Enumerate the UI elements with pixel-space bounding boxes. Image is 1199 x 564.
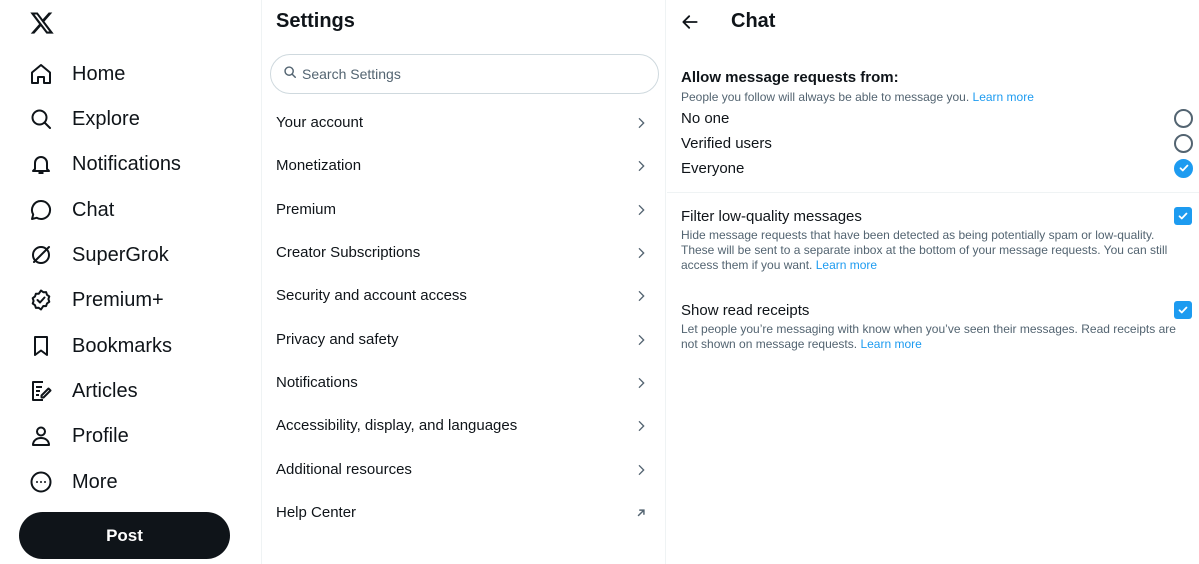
settings-item-help-center[interactable]	[262, 491, 665, 534]
chat-settings-panel	[667, 0, 1199, 564]
primary-nav	[0, 0, 261, 564]
filter-low-quality-checkbox[interactable]	[1174, 207, 1192, 225]
chevron-right-icon	[631, 460, 651, 480]
nav-item-home[interactable]	[28, 54, 125, 94]
grok-icon	[28, 242, 54, 268]
allow-requests-title: Allow message requests from:	[681, 69, 899, 86]
filter-low-quality-desc-text: Hide message requests that have been detected as being potentially spam or low-quality. These will be sent to a separate inbox at the bottom of your message requests. You can still access them if you want.	[681, 228, 1168, 272]
verified-badge-icon	[28, 287, 54, 313]
external-link-icon	[631, 503, 651, 523]
option-label: Everyone	[681, 159, 745, 177]
settings-item-monetization[interactable]	[262, 144, 665, 187]
nav-label: Articles	[72, 379, 138, 402]
option-label: No one	[681, 109, 730, 127]
nav-item-profile[interactable]	[28, 416, 129, 456]
post-button[interactable]: Post	[19, 512, 230, 559]
divider	[667, 192, 1199, 193]
chevron-right-icon	[631, 330, 651, 350]
read-receipts-desc	[681, 322, 1181, 352]
option-no-one[interactable]	[681, 106, 1193, 130]
chevron-right-icon	[631, 200, 651, 220]
read-receipts-checkbox[interactable]	[1174, 301, 1192, 319]
settings-item-label: Accessibility, display, and languages	[276, 417, 518, 434]
read-receipts-title: Show read receipts	[681, 302, 810, 319]
chat-bubble-icon	[28, 197, 54, 223]
nav-item-premium[interactable]	[28, 280, 164, 320]
chevron-right-icon	[631, 113, 651, 133]
nav-item-explore[interactable]	[28, 99, 140, 139]
settings-item-label: Additional resources	[276, 461, 412, 478]
nav-item-notifications[interactable]	[28, 144, 181, 184]
checkmark-icon	[1178, 162, 1190, 174]
bell-icon	[28, 151, 54, 177]
settings-item-creator-subscriptions[interactable]	[262, 231, 665, 274]
search-input[interactable]	[270, 54, 659, 94]
radio-button[interactable]	[1174, 134, 1193, 153]
settings-item-label: Your account	[276, 114, 364, 131]
option-verified-users[interactable]	[681, 131, 1193, 155]
settings-item-additional-resources[interactable]	[262, 448, 665, 491]
learn-more-link[interactable]: Learn more	[860, 337, 922, 351]
settings-item-privacy[interactable]	[262, 318, 665, 361]
settings-panel	[261, 0, 666, 564]
settings-item-label: Security and account access	[276, 287, 467, 304]
nav-label: More	[72, 470, 118, 493]
chat-title: Chat	[731, 10, 776, 32]
settings-item-notifications[interactable]	[262, 361, 665, 404]
nav-label: Premium+	[72, 288, 164, 311]
nav-item-articles[interactable]	[28, 371, 138, 411]
radio-button-selected[interactable]	[1174, 159, 1193, 178]
checkmark-icon	[1177, 304, 1189, 316]
back-arrow-icon[interactable]	[680, 12, 700, 32]
chevron-right-icon	[631, 243, 651, 263]
nav-label: Chat	[72, 198, 115, 221]
radio-button[interactable]	[1174, 109, 1193, 128]
chevron-right-icon	[631, 286, 651, 306]
chevron-right-icon	[631, 156, 651, 176]
page-title: Settings	[276, 10, 355, 32]
x-logo-icon[interactable]	[29, 10, 57, 38]
option-label: Verified users	[681, 134, 772, 152]
allow-requests-desc-text: People you follow will always be able to message you.	[681, 90, 970, 104]
checkmark-icon	[1177, 210, 1189, 222]
search-placeholder: Search Settings	[302, 66, 401, 82]
settings-item-accessibility[interactable]	[262, 404, 665, 447]
nav-item-chat[interactable]	[28, 190, 114, 230]
settings-item-label: Monetization	[276, 157, 362, 174]
learn-more-link[interactable]: Learn more	[815, 258, 878, 272]
filter-low-quality-title: Filter low-quality messages	[681, 208, 862, 225]
nav-item-more[interactable]	[28, 462, 118, 502]
settings-item-label: Creator Subscriptions	[276, 244, 421, 261]
settings-item-label: Help Center	[276, 504, 357, 521]
chevron-right-icon	[631, 416, 651, 436]
chevron-right-icon	[631, 373, 651, 393]
nav-label: SuperGrok	[72, 243, 169, 266]
person-icon	[28, 423, 54, 449]
nav-label: Explore	[72, 107, 140, 130]
settings-item-premium[interactable]	[262, 188, 665, 231]
settings-item-your-account[interactable]	[262, 101, 665, 144]
read-receipts-desc-text: Let people you’re messaging with know when you’ve seen their messages. Read receipts are not shown on message requests.	[681, 322, 1176, 351]
nav-label: Home	[72, 62, 126, 85]
settings-item-label: Premium	[276, 201, 337, 218]
more-circle-icon	[28, 469, 54, 495]
allow-requests-desc	[681, 90, 1034, 105]
settings-item-label: Notifications	[276, 374, 358, 391]
nav-label: Notifications	[72, 152, 181, 175]
search-icon	[28, 106, 54, 132]
nav-label: Bookmarks	[72, 334, 173, 357]
bookmark-icon	[28, 333, 54, 359]
home-icon	[28, 61, 54, 87]
settings-item-label: Privacy and safety	[276, 331, 399, 348]
filter-low-quality-desc	[681, 228, 1181, 273]
option-everyone[interactable]	[681, 156, 1193, 180]
nav-item-bookmarks[interactable]	[28, 326, 172, 366]
settings-item-security[interactable]	[262, 274, 665, 317]
learn-more-link[interactable]: Learn more	[972, 90, 1034, 104]
article-edit-icon	[28, 378, 54, 404]
nav-item-supergrok[interactable]	[28, 235, 169, 275]
nav-label: Profile	[72, 424, 129, 447]
search-icon	[283, 65, 297, 84]
